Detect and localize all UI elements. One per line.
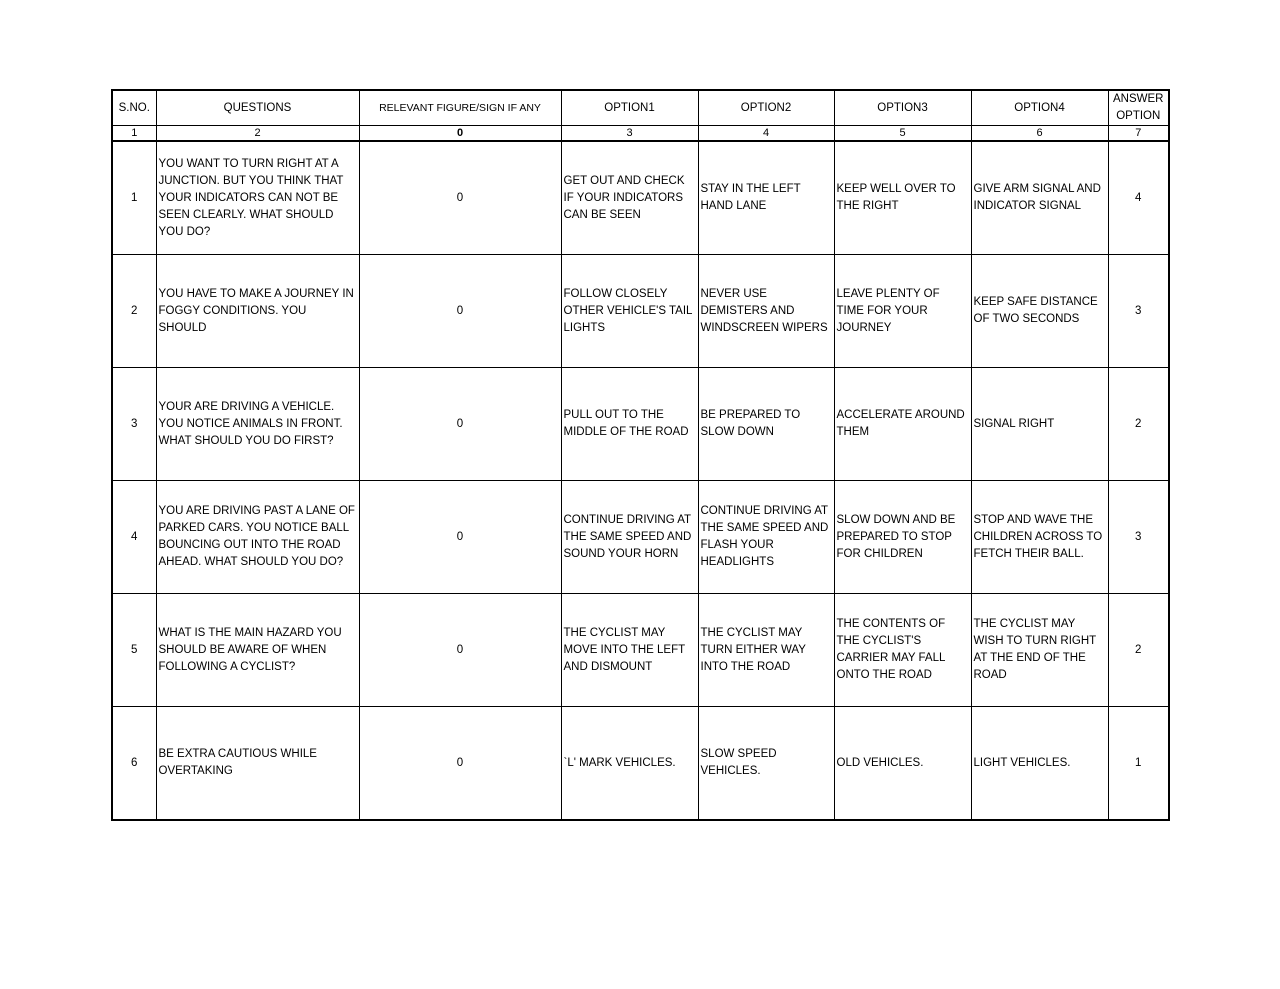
answer-cell: 4 <box>1108 141 1169 255</box>
header-option2: OPTION2 <box>698 90 834 126</box>
row-sno: 4 <box>112 481 156 594</box>
option4-cell: LIGHT VEHICLES. <box>971 707 1108 821</box>
header-row <box>112 90 1169 126</box>
row-sno: 6 <box>112 707 156 821</box>
option3-cell: OLD VEHICLES. <box>834 707 971 821</box>
option4-cell: THE CYCLIST MAY WISH TO TURN RIGHT AT THE END OF THE ROAD <box>971 594 1108 707</box>
table-row <box>112 594 1169 707</box>
figure-cell: 0 <box>359 594 561 707</box>
option4-cell: SIGNAL RIGHT <box>971 368 1108 481</box>
header-questions: QUESTIONS <box>156 90 359 126</box>
option1-cell: PULL OUT TO THE MIDDLE OF THE ROAD <box>561 368 698 481</box>
table-row <box>112 481 1169 594</box>
header-figure: RELEVANT FIGURE/SIGN IF ANY <box>359 90 561 126</box>
column-number: 4 <box>698 126 834 142</box>
answer-cell: 2 <box>1108 594 1169 707</box>
table-row <box>112 368 1169 481</box>
option1-cell: GET OUT AND CHECK IF YOUR INDICATORS CAN BE SEEN <box>561 141 698 255</box>
answer-cell: 1 <box>1108 707 1169 821</box>
figure-cell: 0 <box>359 255 561 368</box>
option1-cell: THE CYCLIST MAY MOVE INTO THE LEFT AND DISMOUNT <box>561 594 698 707</box>
answer-cell: 3 <box>1108 255 1169 368</box>
column-number: 6 <box>971 126 1108 142</box>
row-sno: 1 <box>112 141 156 255</box>
answer-cell: 2 <box>1108 368 1169 481</box>
column-number: 0 <box>359 126 561 142</box>
option1-cell: `L' MARK VEHICLES. <box>561 707 698 821</box>
column-number: 5 <box>834 126 971 142</box>
option1-cell: FOLLOW CLOSELY OTHER VEHICLE'S TAIL LIGHTS <box>561 255 698 368</box>
option3-cell: KEEP WELL OVER TO THE RIGHT <box>834 141 971 255</box>
option1-cell: CONTINUE DRIVING AT THE SAME SPEED AND SOUND YOUR HORN <box>561 481 698 594</box>
question-cell: YOUR ARE DRIVING A VEHICLE. YOU NOTICE ANIMALS IN FRONT. WHAT SHOULD YOU DO FIRST? <box>156 368 359 481</box>
header-option4: OPTION4 <box>971 90 1108 126</box>
option2-cell: NEVER USE DEMISTERS AND WINDSCREEN WIPERS <box>698 255 834 368</box>
header-sno: S.NO. <box>112 90 156 126</box>
row-sno: 2 <box>112 255 156 368</box>
option2-cell: CONTINUE DRIVING AT THE SAME SPEED AND FLASH YOUR HEADLIGHTS <box>698 481 834 594</box>
option4-cell: STOP AND WAVE THE CHILDREN ACROSS TO FETCH THEIR BALL. <box>971 481 1108 594</box>
table-row <box>112 255 1169 368</box>
header-option3: OPTION3 <box>834 90 971 126</box>
option3-cell: THE CONTENTS OF THE CYCLIST'S CARRIER MAY FALL ONTO THE ROAD <box>834 594 971 707</box>
option2-cell: BE PREPARED TO SLOW DOWN <box>698 368 834 481</box>
column-number: 7 <box>1108 126 1169 142</box>
option2-cell: SLOW SPEED VEHICLES. <box>698 707 834 821</box>
figure-cell: 0 <box>359 141 561 255</box>
figure-cell: 0 <box>359 368 561 481</box>
table-row <box>112 707 1169 821</box>
column-number: 1 <box>112 126 156 142</box>
option4-cell: GIVE ARM SIGNAL AND INDICATOR SIGNAL <box>971 141 1108 255</box>
question-cell: YOU WANT TO TURN RIGHT AT A JUNCTION. BUT YOU THINK THAT YOUR INDICATORS CAN NOT BE SEEN CLEARLY. WHAT SHOULD YOU DO? <box>156 141 359 255</box>
option2-cell: THE CYCLIST MAY TURN EITHER WAY INTO THE ROAD <box>698 594 834 707</box>
option4-cell: KEEP SAFE DISTANCE OF TWO SECONDS <box>971 255 1108 368</box>
figure-cell: 0 <box>359 707 561 821</box>
answer-cell: 3 <box>1108 481 1169 594</box>
column-number: 3 <box>561 126 698 142</box>
figure-cell: 0 <box>359 481 561 594</box>
question-cell: YOU ARE DRIVING PAST A LANE OF PARKED CARS. YOU NOTICE BALL BOUNCING OUT INTO THE ROAD AHEAD. WHAT SHOULD YOU DO? <box>156 481 359 594</box>
table-row <box>112 141 1169 255</box>
row-sno: 3 <box>112 368 156 481</box>
header-option1: OPTION1 <box>561 90 698 126</box>
column-number: 2 <box>156 126 359 142</box>
option3-cell: ACCELERATE AROUND THEM <box>834 368 971 481</box>
row-sno: 5 <box>112 594 156 707</box>
header-answer: ANSWER OPTION <box>1108 90 1169 126</box>
quiz-table <box>111 89 1170 821</box>
column-number-row <box>112 126 1169 142</box>
option3-cell: LEAVE PLENTY OF TIME FOR YOUR JOURNEY <box>834 255 971 368</box>
question-cell: YOU HAVE TO MAKE A JOURNEY IN FOGGY CONDITIONS. YOU SHOULD <box>156 255 359 368</box>
question-cell: WHAT IS THE MAIN HAZARD YOU SHOULD BE AWARE OF WHEN FOLLOWING A CYCLIST? <box>156 594 359 707</box>
option3-cell: SLOW DOWN AND BE PREPARED TO STOP FOR CHILDREN <box>834 481 971 594</box>
question-cell: BE EXTRA CAUTIOUS WHILE OVERTAKING <box>156 707 359 821</box>
option2-cell: STAY IN THE LEFT HAND LANE <box>698 141 834 255</box>
